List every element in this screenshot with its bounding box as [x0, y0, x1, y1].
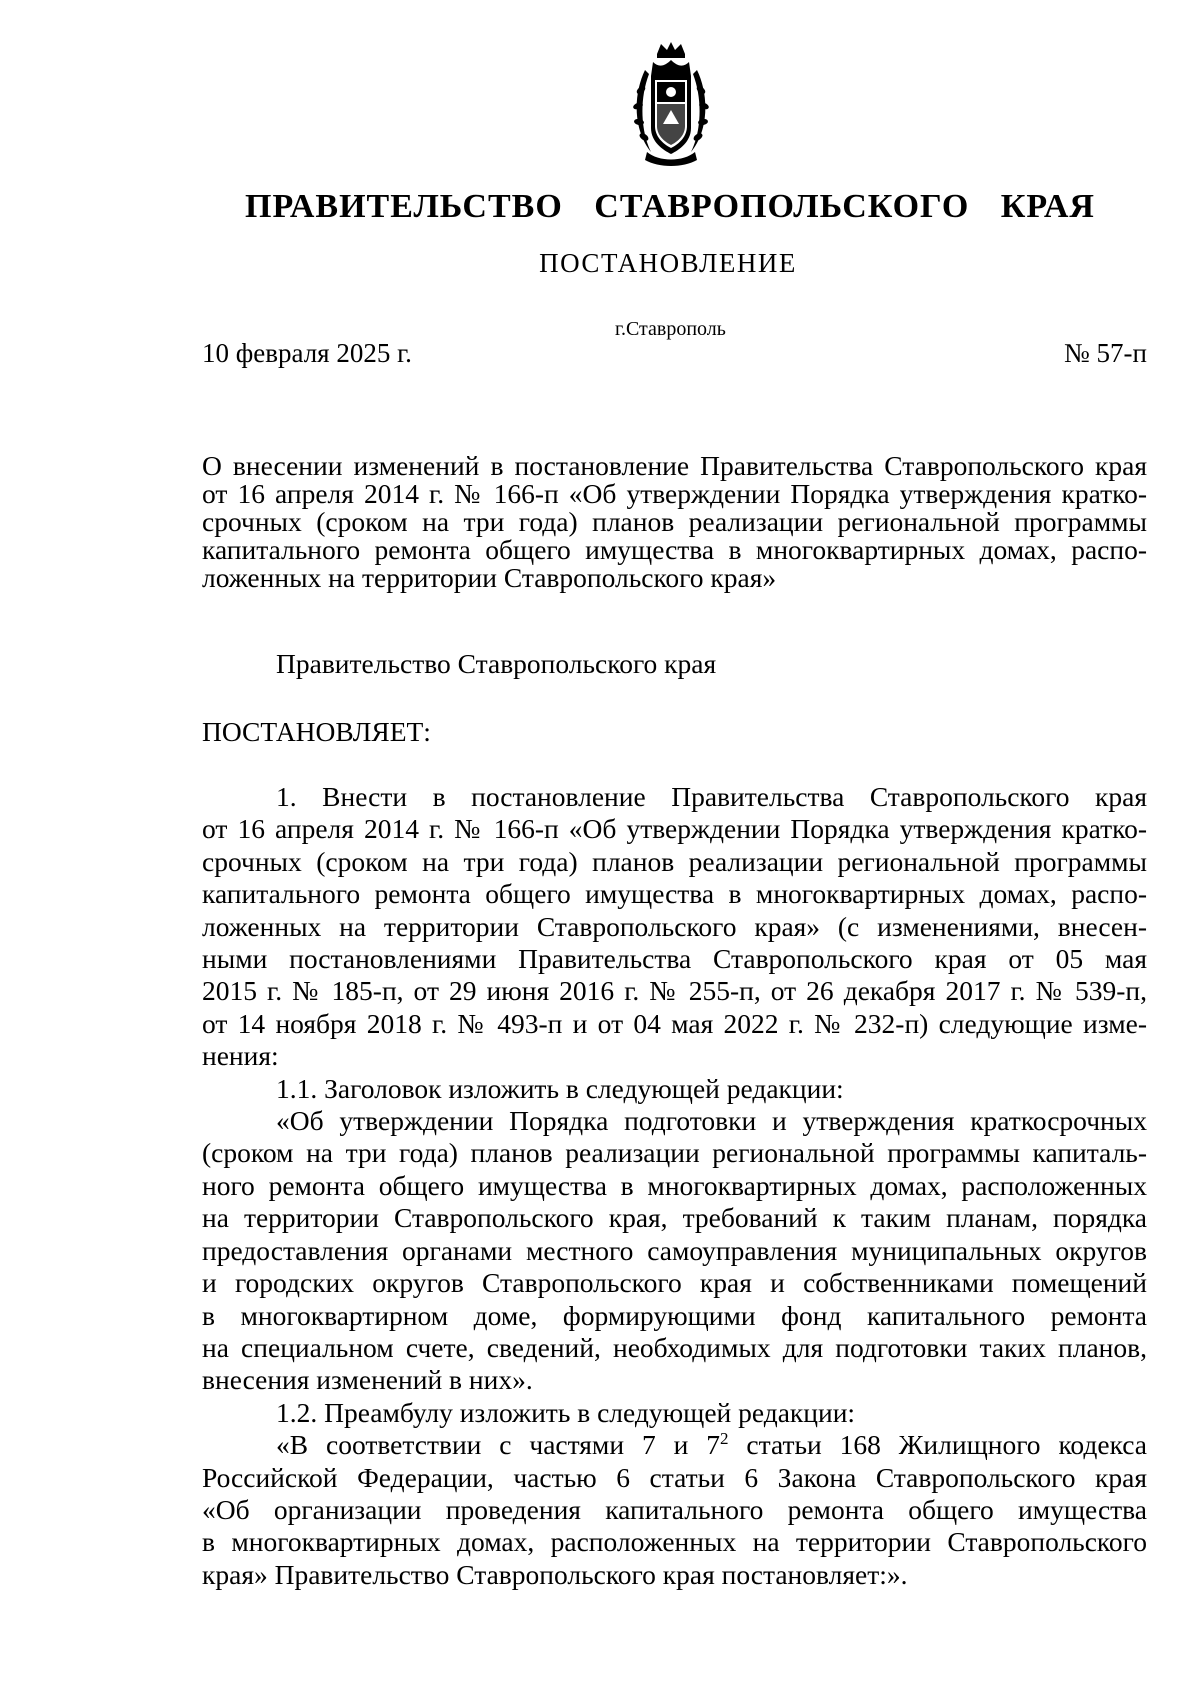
- city-label: г.Ставрополь: [615, 318, 726, 340]
- body-line: капитального ремонта общего имущества в многоквартирных домах, распо-: [202, 878, 1147, 910]
- body-text: статьи 168 Жилищного кодекса: [728, 1429, 1147, 1461]
- body-line: внесения изменений в них».: [202, 1364, 533, 1396]
- body-line: срочных (сроком на три года) планов реализации региональной программы: [202, 845, 1147, 877]
- subject-line: капитального ремонта общего имущества в многоквартирных домах, распо-: [202, 534, 1147, 565]
- body-line: ложенных на территории Ставропольского края» (с изменениями, внесен-: [202, 910, 1147, 942]
- body-line: Российской Федерации, частью 6 статьи 6 Закона Ставропольского края: [202, 1461, 1147, 1493]
- body-line: «Об утверждении Порядка подготовки и утверждения краткосрочных: [276, 1105, 1147, 1137]
- body-line: ными постановлениями Правительства Ставропольского края от 05 мая: [202, 943, 1147, 975]
- subject-line: от 16 апреля 2014 г. № 166-п «Об утверждении Порядка утверждения кратко-: [202, 478, 1147, 509]
- body-line: в многоквартирных домах, расположенных на территории Ставропольского: [202, 1526, 1147, 1558]
- document-number: № 57-п: [1064, 338, 1147, 368]
- section-heading: 1.2. Преамбулу изложить в следующей редакции:: [276, 1396, 856, 1428]
- body-line: нения:: [202, 1040, 279, 1072]
- section-heading: 1.1. Заголовок изложить в следующей редакции:: [276, 1072, 844, 1104]
- document-subject: [202, 452, 1147, 592]
- body-line: предоставления органами местного самоуправления муниципальных округов: [202, 1234, 1147, 1266]
- body-line: 2015 г. № 185-п, от 29 июня 2016 г. № 255-п, от 26 декабря 2017 г. № 539-п,: [202, 975, 1147, 1007]
- body-line: ного ремонта общего имущества в многоквартирных домах, расположенных: [202, 1169, 1147, 1201]
- document-type: ПОСТАНОВЛЕНИЕ: [539, 248, 797, 278]
- resolves-heading: ПОСТАНОВЛЯЕТ:: [202, 716, 431, 747]
- body-line: 1. Внести в постановление Правительства Ставропольского края: [276, 781, 1147, 812]
- superscript: 2: [719, 1428, 729, 1448]
- body-line: и городских округов Ставропольского края и собственниками помещений: [202, 1267, 1147, 1299]
- document-body: [202, 781, 1147, 1591]
- body-line: от 14 ноября 2018 г. № 493-п и от 04 мая 2022 г. № 232-п) следующие изме-: [202, 1007, 1147, 1039]
- subject-line: ложенных на территории Ставропольского края»: [202, 562, 777, 593]
- body-line: на территории Ставропольского края, требований к таким планам, порядка: [202, 1202, 1147, 1234]
- body-text: «В соответствии с частями 7 и 7: [276, 1429, 720, 1461]
- government-line: Правительство Ставропольского края: [276, 648, 717, 679]
- body-line: (сроком на три года) планов реализации региональной программы капиталь-: [202, 1137, 1147, 1169]
- body-line: [202, 1429, 1147, 1461]
- document-date: 10 февраля 2025 г.: [202, 338, 412, 368]
- body-line: на специальном счете, сведений, необходимых для подготовки таких планов,: [202, 1331, 1147, 1363]
- coat-of-arms-icon: [627, 40, 715, 170]
- body-line: «Об организации проведения капитального ремонта общего имущества: [202, 1493, 1147, 1525]
- body-line: края» Правительство Ставропольского края постановляет:».: [202, 1558, 908, 1590]
- subject-line: срочных (сроком на три года) планов реализации региональной программы: [202, 506, 1147, 537]
- body-line: в многоквартирном доме, формирующими фонд капитального ремонта: [202, 1299, 1147, 1331]
- government-title: ПРАВИТЕЛЬСТВО СТАВРОПОЛЬСКОГО КРАЯ: [245, 188, 1095, 225]
- subject-line: О внесении изменений в постановление Правительства Ставропольского края: [202, 450, 1147, 481]
- body-line: от 16 апреля 2014 г. № 166-п «Об утверждении Порядка утверждения кратко-: [202, 813, 1147, 845]
